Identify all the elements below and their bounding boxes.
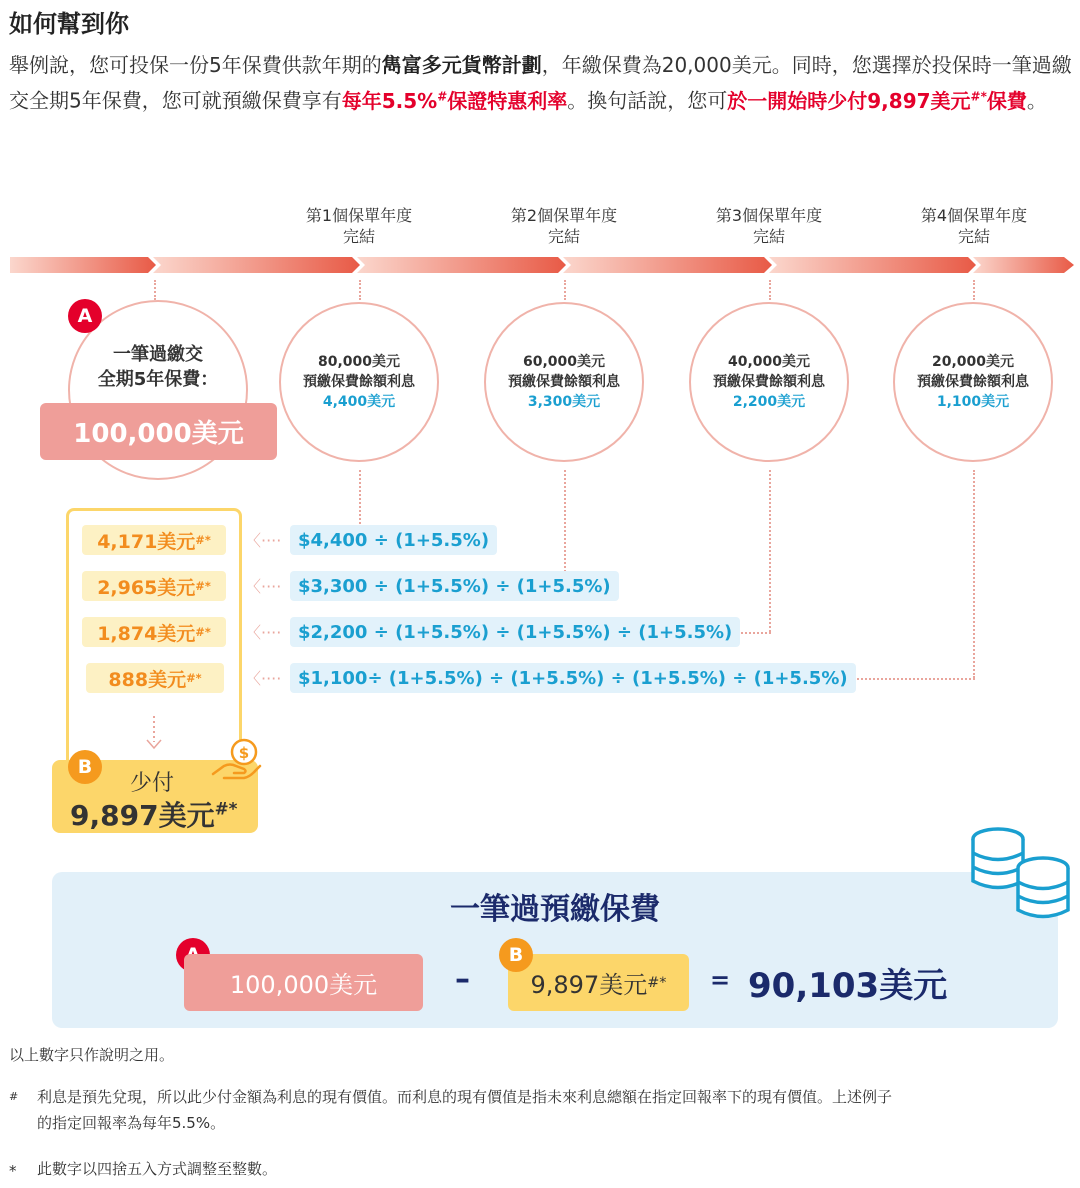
intro-paragraph: 舉例說，您可投保一份5年保費供款年期的雋富多元貨幣計劃，年繳保費為20,000美元。同時，您選擇於投保時一筆過繳交全期5年保費，您可就預繳保費享有每年5.5%#保證特惠利率。換句話說，您可於一開始時少付9,897美元#*保費。 (9, 53, 1072, 113)
badge-b: B (68, 750, 102, 784)
note-general: 以上數字只作說明之用。 (9, 1046, 175, 1064)
chevron-left-dotted-icon: 〈···· (245, 623, 282, 642)
connector (769, 280, 771, 300)
equals-sign: = (710, 966, 731, 994)
page-title: 如何幫到你 (9, 10, 129, 38)
note-hash: 利息是預先兌現，所以此少付金額為利息的現有價值。而利息的現有價值是指未來利息總額在指定回報率下的現有價值。上述例子 的指定回報率為每年5.5%。 (37, 1088, 893, 1132)
present-value-2: 2,965美元 #* (82, 571, 226, 601)
prepay-label: 一筆過繳交 全期5年保費： (97, 344, 219, 390)
pay-highlight: 於一開始時少付9,897美元#*保費 (727, 88, 1027, 113)
note-hash-mark: # (9, 1090, 19, 1103)
coin-stack-icon (968, 824, 1078, 928)
interest-circle-2: 60,000美元 預繳保費餘額利息 3,300美元 (484, 302, 644, 462)
chevron-left-dotted-icon: 〈···· (245, 531, 282, 550)
connector (154, 280, 156, 300)
present-value-4: 888美元 #* (86, 663, 224, 693)
summary-badge-b: B (499, 938, 533, 972)
interest-circle-4: 20,000美元 預繳保費餘額利息 1,100美元 (893, 302, 1053, 462)
interest-circle-1: 80,000美元 預繳保費餘額利息 4,400美元 (279, 302, 439, 462)
connector (973, 280, 975, 300)
pay-less-label: 少付 (130, 771, 175, 796)
timeline-arrow-bar (10, 254, 1074, 276)
prepay-amount: 100,000美元 (40, 403, 277, 460)
year-label-4: 第4個保單年度 完結 (920, 206, 1028, 246)
summary-title: 一筆過預繳保費 (450, 892, 660, 927)
formula-4: $1,100÷ (1+5.5%) ÷ (1+5.5%) ÷ (1+5.5%) ÷ (1+5.5%) (290, 663, 856, 693)
minus-sign: – (455, 962, 470, 997)
badge-a: A (68, 299, 102, 333)
product-name: 雋富多元貨幣計劃 (381, 53, 542, 77)
formula-2: $3,300 ÷ (1+5.5%) ÷ (1+5.5%) (290, 571, 619, 601)
year-label-3: 第3個保單年度 完結 (715, 206, 823, 246)
connector (564, 280, 566, 300)
chevron-left-dotted-icon: 〈···· (245, 669, 282, 688)
chevron-left-dotted-icon: 〈···· (245, 577, 282, 596)
connector (973, 470, 975, 678)
note-star: 此數字以四捨五入方式調整至整數。 (37, 1160, 278, 1178)
rate-highlight: 每年5.5%#保證特惠利率 (341, 88, 568, 113)
year-label-1: 第1個保單年度 完結 (305, 206, 413, 246)
pay-less-amount: 9,897美元#* (70, 798, 238, 832)
summary-amount-a: 100,000美元 (184, 954, 423, 1011)
present-value-1: 4,171美元 #* (82, 525, 226, 555)
summary-amount-b: 9,897美元 #* (508, 954, 689, 1011)
intro-text-3: 。換句話說，您可 (567, 88, 728, 113)
connector (359, 280, 361, 300)
chevron-down-dotted-icon (144, 716, 164, 754)
connector (359, 470, 361, 524)
intro-text-1: 舉例說，您可投保一份5年保費供款年期的 (9, 53, 382, 77)
intro-text-2: ，年繳保費為20,000美元。同時，您選擇於投保時一筆過繳交全期5年保費，您可就預繳保費享有 (9, 53, 1072, 113)
connector (769, 470, 771, 632)
note-star-mark: * (9, 1162, 17, 1180)
svg-text:$: $ (238, 744, 250, 762)
formula-1: $4,400 ÷ (1+5.5%) (290, 525, 497, 555)
summary-result: 90,103美元 (748, 966, 948, 1006)
formula-3: $2,200 ÷ (1+5.5%) ÷ (1+5.5%) ÷ (1+5.5%) (290, 617, 740, 647)
interest-circle-3: 40,000美元 預繳保費餘額利息 2,200美元 (689, 302, 849, 462)
hand-coin-icon (210, 736, 264, 786)
connector (564, 470, 566, 572)
year-label-2: 第2個保單年度 完結 (510, 206, 618, 246)
present-value-3: 1,874美元 #* (82, 617, 226, 647)
